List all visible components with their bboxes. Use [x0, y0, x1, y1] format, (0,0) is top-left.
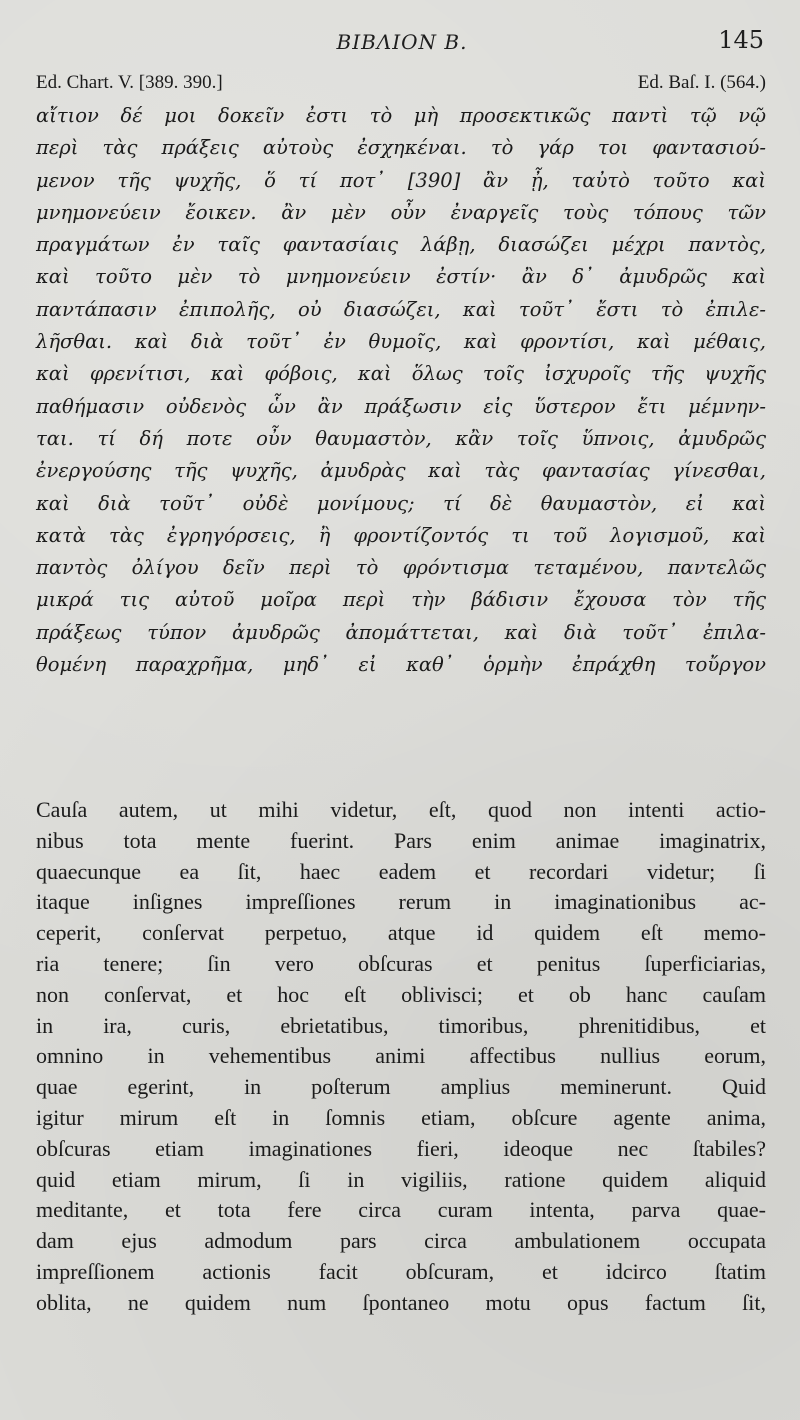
latin-line: Cauſa autem, ut mihi videtur, eſt, quod non intenti actio- [36, 797, 766, 822]
greek-text-block [36, 100, 766, 681]
latin-line: itaque inſignes impreſſiones rerum in imaginationibus ac- [36, 889, 766, 915]
page-number: 145 [718, 26, 764, 54]
greek-line: καὶ τοῦτο μὲν τὸ μνημονεύειν ἐστίν· ἂν δ᾽ ἀμυδρῶς καὶ [36, 265, 766, 289]
latin-line: meditante, et tota fere circa curam intenta, parva quae- [36, 1197, 766, 1223]
greek-line: μικρά τις αὐτοῦ μοῖρα περὶ τὴν βάδισιν ἔχουσα τὸν τῆς [36, 588, 766, 612]
greek-line: καὶ διὰ τοῦτ᾽ οὐδὲ μονίμους; τί δὲ θαυμαστὸν, εἰ καὶ [36, 491, 766, 515]
latin-line: igitur mirum eſt in ſomnis etiam, obſcure agente anima, [36, 1104, 766, 1130]
greek-line: παθήμασιν οὐδενὸς ὧν ἂν πράξωσιν εἰς ὕστερον ἔτι μέμνην- [36, 394, 766, 418]
greek-line: παντάπασιν ἐπιπολῆς, οὐ διασώζει, καὶ τοῦτ᾽ ἔστι τὸ ἐπιλε- [36, 297, 766, 321]
latin-line: omnino in vehementibus animi affectibus nullius eorum, [36, 1043, 766, 1069]
latin-line: non conſervat, et hoc eſt oblivisci; et ob hanc cauſam [36, 981, 766, 1007]
running-header [34, 26, 770, 60]
latin-line: quaecunque ea ſit, haec eadem et recordari videtur; ſi [36, 858, 766, 884]
greek-line: περὶ τὰς πράξεις αὐτοὺς ἐσχηκέναι. τὸ γάρ τοι φαντασιού- [36, 136, 766, 160]
latin-line: oblita, ne quidem num ſpontaneo motu opus factum ſit, [36, 1289, 766, 1315]
greek-line: μνημονεύειν ἔοικεν. ἂν μὲν οὖν ἐναργεῖς τοὺς τόπους τῶν [36, 200, 766, 224]
greek-line: ται. τί δή ποτε οὖν θαυμαστὸν, κἂν τοῖς ὕπνοις, ἀμυδρῶς [36, 426, 766, 450]
book-title: ΒΙΒΛΙΟΝ Β. [336, 30, 468, 54]
latin-line: dam ejus admodum pars circa ambulationem occupata [36, 1228, 766, 1254]
greek-line: μενον τῆς ψυχῆς, ὅ τί ποτ᾽ [390] ἂν ᾖ, ταὐτὸ τοῦτο καὶ [36, 168, 766, 192]
greek-line: παντὸς ὀλίγου δεῖν περὶ τὸ φρόντισμα τεταμένου, παντελῶς [36, 556, 766, 580]
latin-line: quid etiam mirum, ſi in vigiliis, ratione quidem aliquid [36, 1166, 766, 1192]
edition-reference-chartier: Ed. Chart. V. [389. 390.] [36, 72, 223, 93]
greek-line: κατὰ τὰς ἐγρηγόρσεις, ἢ φροντίζοντός τι τοῦ λογισμοῦ, καὶ [36, 523, 766, 547]
edition-references [36, 72, 766, 100]
greek-line: ἐνεργούσης τῆς ψυχῆς, ἀμυδρὰς καὶ τὰς φαντασίας γίνεσθαι, [36, 459, 766, 483]
latin-line: ria tenere; ſin vero obſcuras et penitus ſuperficiarias, [36, 950, 766, 976]
latin-line: impreſſionem actionis facit obſcuram, et idcirco ſtatim [36, 1258, 766, 1284]
greek-line: πραγμάτων ἐν ταῖς φαντασίαις λάβῃ, διασώζει μέχρι παντὸς, [36, 233, 766, 257]
greek-line: καὶ φρενίτισι, καὶ φόβοις, καὶ ὅλως τοῖς ἰσχυροῖς τῆς ψυχῆς [36, 362, 766, 386]
edition-reference-basel: Ed. Baſ. I. (564.) [637, 72, 766, 93]
latin-text-block [36, 795, 766, 1319]
latin-line: in ira, curis, ebrietatibus, timoribus, phrenitidibus, et [36, 1012, 766, 1038]
latin-line: obſcuras etiam imaginationes fieri, ideoque nec ſtabiles? [36, 1135, 766, 1161]
latin-line: quae egerint, in poſterum amplius meminerunt. Quid [36, 1074, 766, 1100]
latin-line: ceperit, conſervat perpetuo, atque id quidem eſt memo- [36, 920, 766, 946]
greek-line: πράξεως τύπον ἀμυδρῶς ἀπομάττεται, καὶ διὰ τοῦτ᾽ ἐπιλα- [36, 620, 766, 644]
greek-line: λῆσθαι. καὶ διὰ τοῦτ᾽ ἐν θυμοῖς, καὶ φροντίσι, καὶ μέθαις, [36, 330, 766, 354]
greek-line: θομένη παραχρῆμα, μηδ᾽ εἰ καθ᾽ ὁρμὴν ἐπράχθη τοὔργον [36, 653, 766, 677]
latin-line: nibus tota mente fuerint. Pars enim animae imaginatrix, [36, 827, 766, 853]
greek-line: αἴτιον δέ μοι δοκεῖν ἐστι τὸ μὴ προσεκτικῶς παντὶ τῷ νῷ [36, 104, 766, 127]
